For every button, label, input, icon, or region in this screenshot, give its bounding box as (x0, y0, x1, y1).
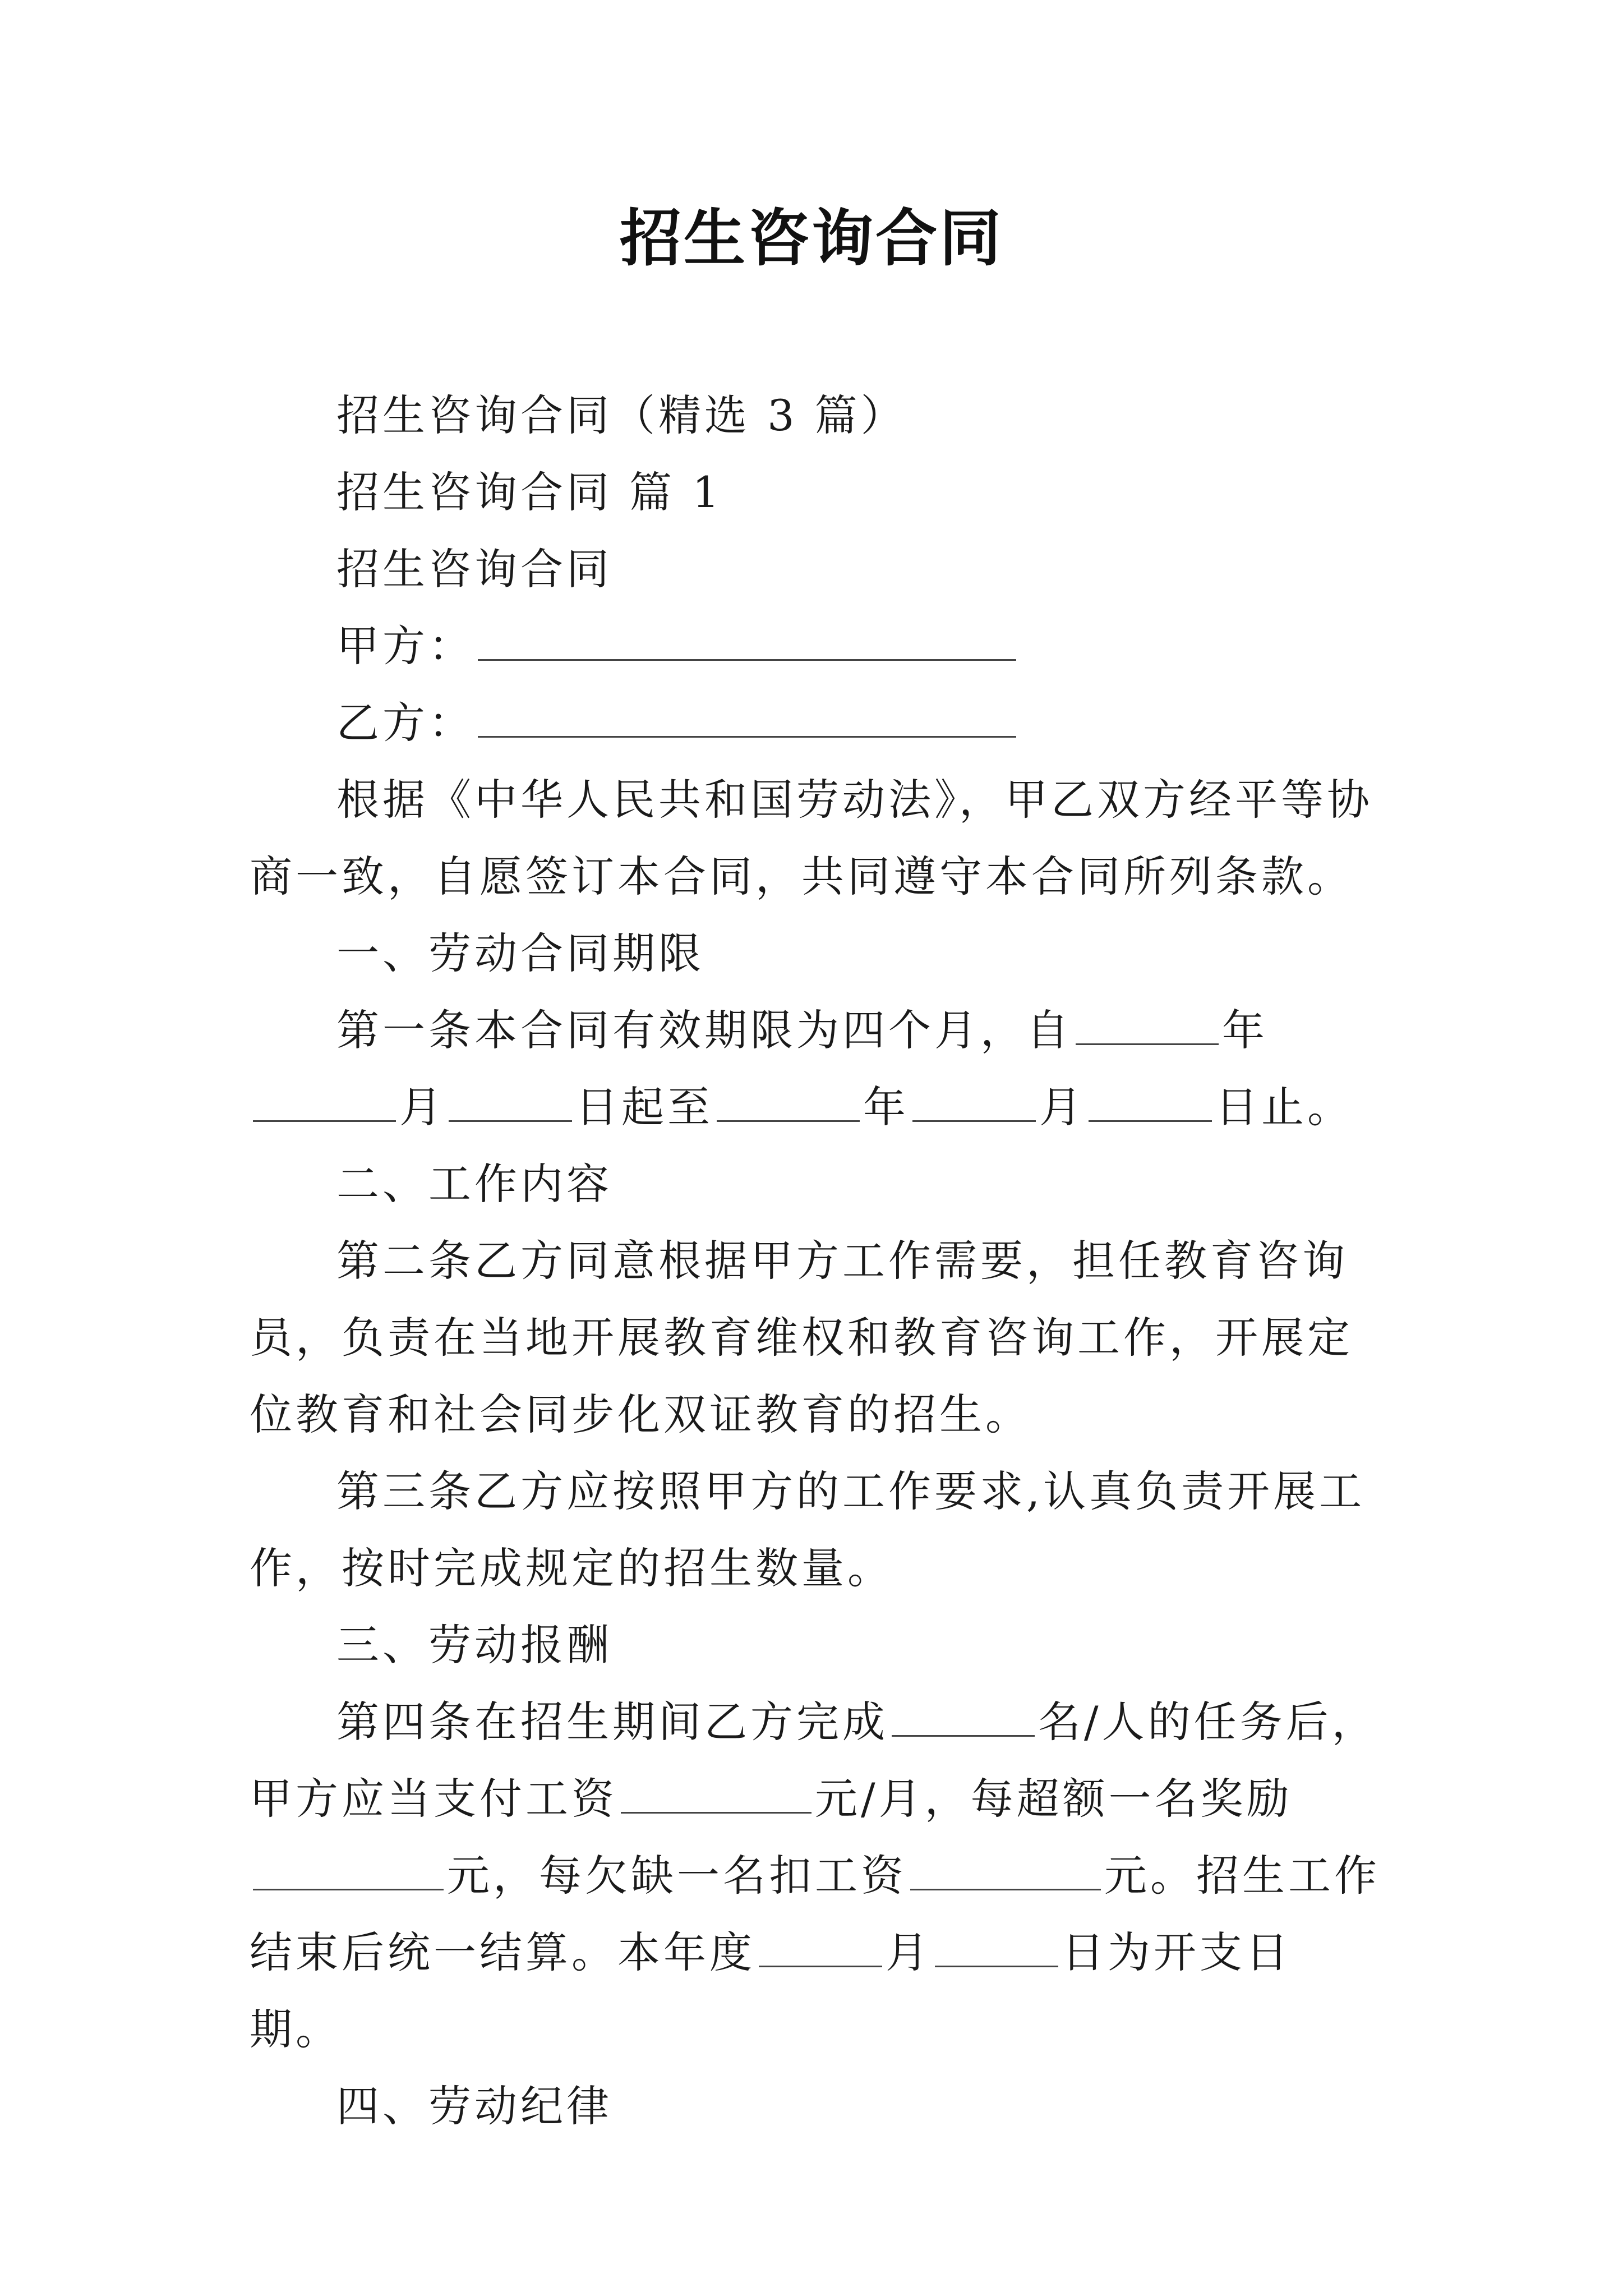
art1-text-a: 第一条本合同有效期限为四个月，自 (336, 1005, 1072, 1055)
party-b-blank (478, 701, 1016, 738)
article-1 (250, 992, 1382, 1145)
art4-text-g: 日为开支日期。 (250, 1927, 1292, 2054)
section-heading: 招生咨询合同 篇 1 (336, 467, 723, 517)
art4-text-b: 名/人的任务后，甲方应当支付工资 (250, 1697, 1378, 1824)
subtitle: 招生咨询合同（精选 3 篇） (336, 390, 907, 440)
art1-blank-month-start-a (253, 1085, 396, 1122)
art4-blank-deduction (910, 1854, 1101, 1890)
article-4 (250, 1683, 1382, 2068)
art1-text-c: 月 (399, 1082, 445, 1132)
article-2: 第二条乙方同意根据甲方工作需要，担任教育咨询员，负责在当地开展教育维权和教育咨询工作，开展定位教育和社会同步化双证教育的招生。 (250, 1236, 1353, 1439)
heading-3: 三、劳动报酬 (336, 1620, 612, 1670)
art4-text-a: 第四条在招生期间乙方完成 (336, 1697, 888, 1747)
party-b-line (250, 684, 1382, 761)
art4-text-c: 元/月，每超额一名奖励 (815, 1774, 1293, 1824)
article-3: 第三条乙方应按照甲方的工作要求,认真负责开展工作，按时完成规定的招生数量。 (250, 1466, 1366, 1593)
art4-blank-quota (892, 1700, 1035, 1737)
contract-name: 招生咨询合同 (336, 544, 612, 594)
document-body (250, 377, 1382, 2145)
party-b-label: 乙方： (336, 698, 474, 748)
art1-text-e: 年 (863, 1082, 909, 1132)
art4-text-d: 元，每欠缺一名扣工资 (447, 1851, 907, 1901)
art1-text-f: 月 (1039, 1082, 1085, 1132)
heading-1: 一、劳动合同期限 (336, 928, 704, 978)
art4-blank-pay-day (935, 1931, 1058, 1967)
party-a-line (250, 608, 1382, 684)
art4-blank-salary (621, 1777, 811, 1814)
art1-text-b: 年 (1222, 1005, 1268, 1055)
party-a-label: 甲方： (336, 621, 474, 671)
art1-blank-month-end (912, 1085, 1036, 1122)
art4-text-f: 月 (886, 1927, 932, 1977)
art1-text-g: 日止。 (1215, 1082, 1353, 1132)
art1-blank-day-end (1089, 1085, 1212, 1122)
heading-2: 二、工作内容 (336, 1159, 612, 1209)
art4-blank-pay-month (759, 1931, 882, 1967)
art1-blank-day-start (449, 1085, 572, 1122)
heading-4: 四、劳动纪律 (336, 2081, 612, 2131)
preamble: 根据《中华人民共和国劳动法》，甲乙双方经平等协商一致，自愿签订本合同，共同遵守本合同所列条款。 (250, 775, 1373, 901)
party-a-blank (478, 624, 1016, 661)
art4-text-e: 元。招生工作结束后统一结算。本年度 (250, 1851, 1380, 1977)
art4-blank-bonus (253, 1854, 444, 1890)
document-title: 招生咨询合同 (620, 203, 1003, 274)
art1-blank-year-end (717, 1085, 860, 1122)
art1-text-d: 日起至 (575, 1082, 713, 1132)
art1-blank-year-start (1076, 1009, 1219, 1045)
